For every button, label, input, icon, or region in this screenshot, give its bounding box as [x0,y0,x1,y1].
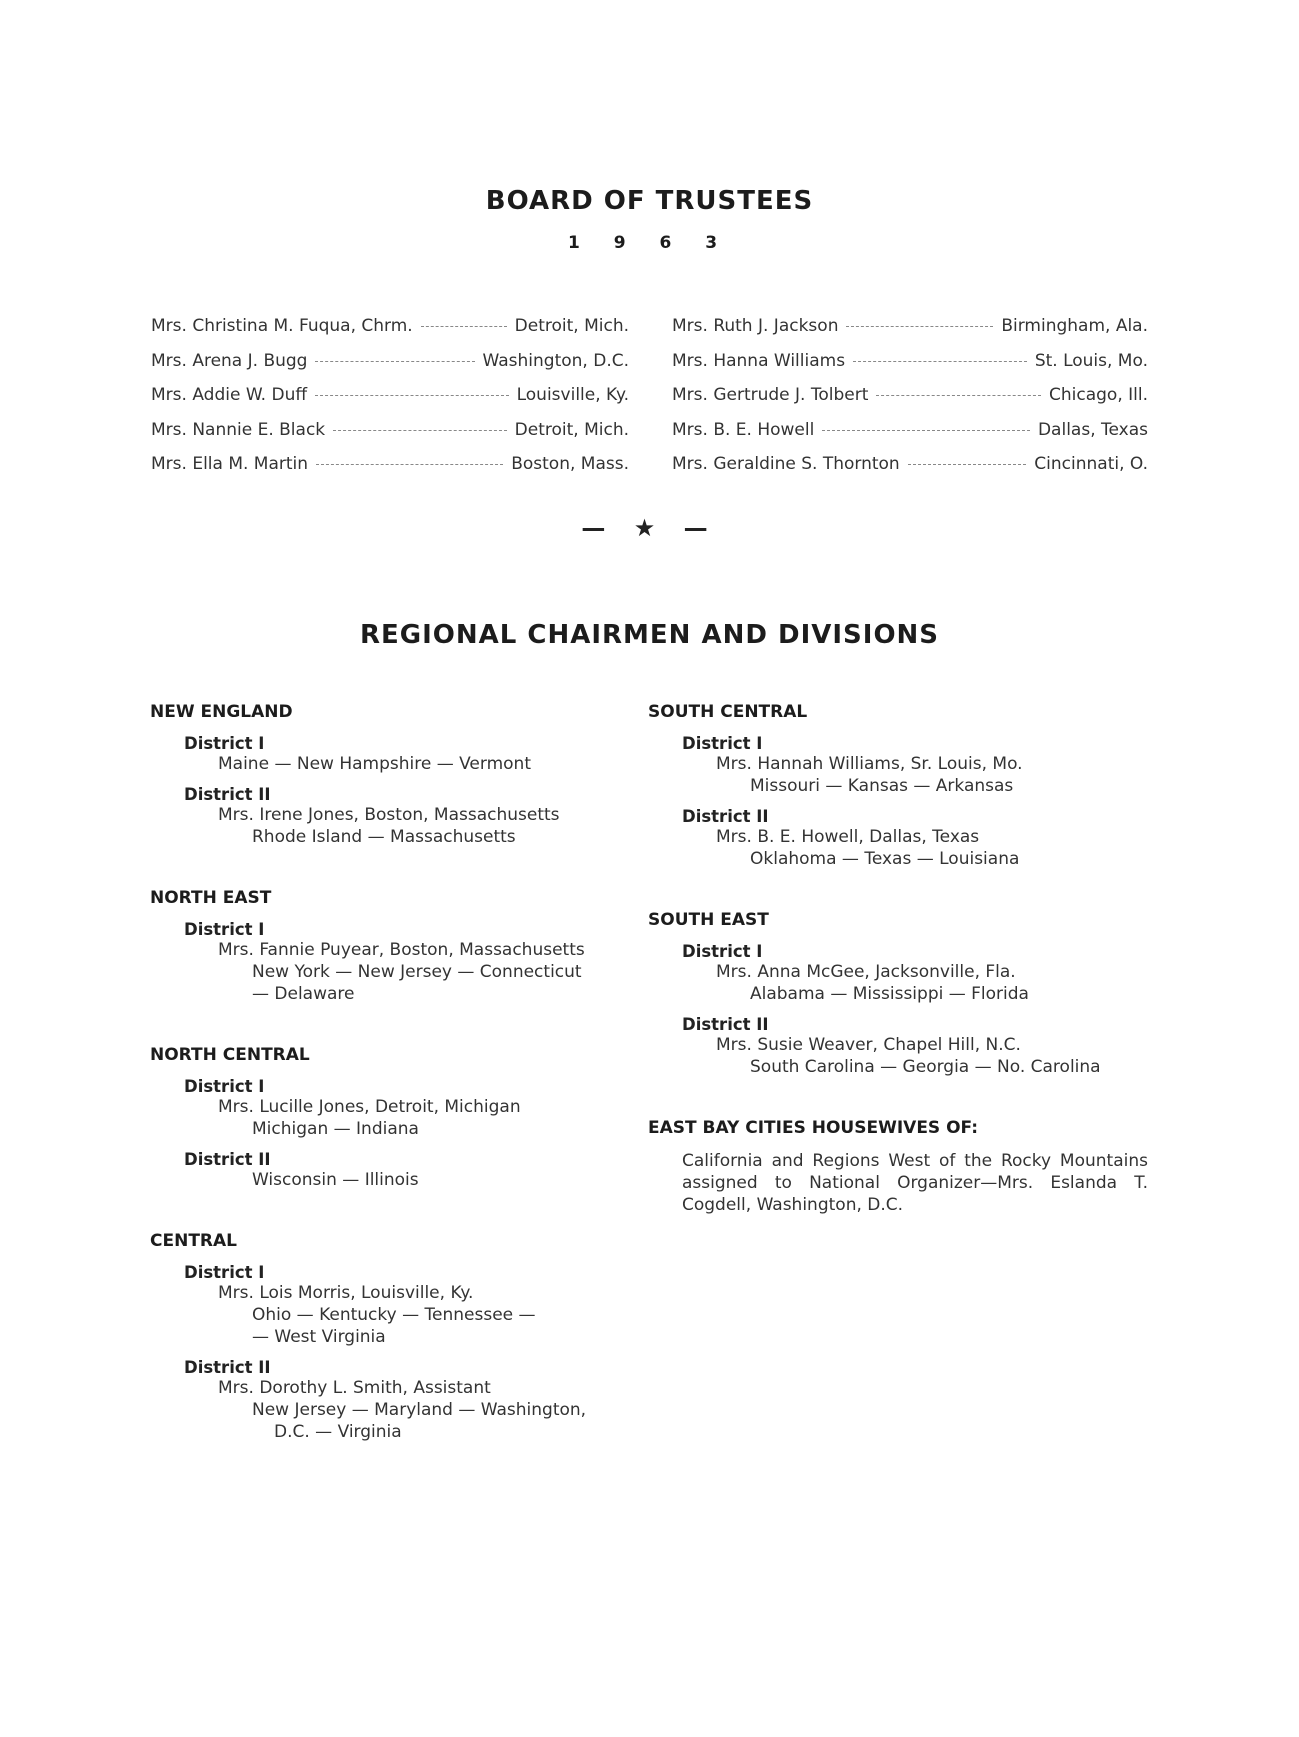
district-block [682,1015,1148,1078]
district-label: District II [184,785,271,804]
trustees-right-column [672,316,1148,489]
trustee-row [151,454,629,489]
district-chairman: Mrs. Lucille Jones, Detroit, Michigan [218,1097,521,1117]
district-block [184,734,660,775]
trustee-name: Mrs. Hanna Williams [672,350,846,371]
district-label: District II [184,1358,271,1377]
trustee-row [151,420,629,455]
trustee-row [151,351,629,386]
region-name: EAST BAY CITIES HOUSEWIVES OF: [648,1118,979,1138]
dotted-leader [421,326,507,327]
region-description: California and Regions West of the Rocky Mountains assigned to National Organizer—Mrs. Eslanda T. Cogdell, Washington, D.C. [682,1151,1148,1215]
trustee-row [672,316,1148,351]
district-label: District I [184,734,265,753]
district-chairman: Mrs. Susie Weaver, Chapel Hill, N.C. [716,1035,1021,1055]
trustee-city: Detroit, Mich. [514,419,629,440]
regions-left-column [150,702,660,1483]
district-label: District II [682,807,769,826]
district-states: — Delaware [252,984,355,1004]
district-states: New York — New Jersey — Connecticut [252,962,582,982]
region-block [150,1231,660,1443]
trustees-left-column [151,316,629,489]
district-block [184,1358,660,1443]
region-name: NEW ENGLAND [150,702,293,722]
trustee-name: Mrs. B. E. Howell [672,419,815,440]
regional-title: REGIONAL CHAIRMEN AND DIVISIONS [359,620,940,650]
district-chairman: Mrs. Dorothy L. Smith, Assistant [218,1378,491,1398]
district-states: — West Virginia [252,1327,386,1347]
dotted-leader [333,430,507,431]
district-chairman: Mrs. Hannah Williams, Sr. Louis, Mo. [716,754,1023,774]
district-states: Ohio — Kentucky — Tennessee — [252,1305,536,1325]
district-states: Oklahoma — Texas — Louisiana [750,849,1020,869]
trustee-row [672,454,1148,489]
district-block [184,920,660,1005]
trustee-city: Dallas, Texas [1037,419,1148,440]
trustee-name: Mrs. Christina M. Fuqua, Chrm. [151,316,413,336]
region-block [648,910,1148,1078]
district-label: District I [682,734,763,753]
trustee-name: Mrs. Gertrude J. Tolbert [672,385,869,405]
district-block [184,1077,660,1140]
regions-right-list [648,702,1148,1078]
trustee-city: Louisville, Ky. [516,385,629,405]
district-states: Alabama — Mississippi — Florida [750,984,1029,1004]
district-label: District II [682,1015,769,1034]
region-east-bay [648,1118,1148,1216]
district-states: Maine — New Hampshire — Vermont [218,754,531,774]
trustee-city: St. Louis, Mo. [1034,350,1148,371]
trustee-name: Mrs. Nannie E. Black [151,419,326,440]
district-states: Missouri — Kansas — Arkansas [750,776,1014,796]
district-label: District I [184,1263,265,1282]
region-name: CENTRAL [150,1231,237,1251]
region-name: NORTH CENTRAL [150,1045,310,1065]
district-states: Michigan — Indiana [252,1119,419,1139]
trustee-row [672,420,1148,455]
trustee-row [151,316,629,351]
district-states: Rhode Island — Massachusetts [252,827,516,847]
region-name: NORTH EAST [150,888,272,908]
district-block [682,807,1148,870]
district-chairman: Mrs. B. E. Howell, Dallas, Texas [716,827,980,847]
trustee-city: Detroit, Mich. [514,316,629,336]
trustee-city: Birmingham, Ala. [1001,316,1148,336]
district-block [184,785,660,848]
trustee-name: Mrs. Ella M. Martin [151,454,309,474]
district-chairman: Mrs. Fannie Puyear, Boston, Massachusetts [218,940,585,960]
trustee-name: Mrs. Ruth J. Jackson [672,316,839,336]
region-name: SOUTH EAST [648,910,769,930]
district-states: D.C. — Virginia [274,1422,402,1442]
district-label: District II [184,1150,271,1169]
dotted-leader [853,361,1027,362]
region-name: SOUTH CENTRAL [648,702,808,722]
district-label: District I [682,942,763,961]
trustee-city: Cincinnati, O. [1034,454,1148,474]
trustee-row [151,385,629,420]
dotted-leader [908,464,1027,465]
trustee-name: Mrs. Arena J. Bugg [151,350,308,371]
board-title: BOARD OF TRUSTEES [485,186,814,216]
trustee-city: Boston, Mass. [511,454,629,474]
district-block [184,1150,660,1191]
district-chairman: Mrs. Irene Jones, Boston, Massachusetts [218,805,560,825]
regions-right-column [648,702,1148,1256]
trustee-row [672,351,1148,386]
region-block [150,702,660,848]
district-block [682,942,1148,1005]
region-block [648,702,1148,870]
region-block [150,888,660,1005]
district-block [682,734,1148,797]
dotted-leader [315,395,509,396]
board-year: 1 9 6 3 [567,233,732,253]
trustee-city: Washington, D.C. [482,350,629,371]
district-states: Wisconsin — Illinois [252,1170,419,1190]
district-chairman: Mrs. Anna McGee, Jacksonville, Fla. [716,962,1016,982]
dotted-leader [876,395,1041,396]
district-label: District I [184,920,265,939]
region-block [150,1045,660,1191]
district-states: South Carolina — Georgia — No. Carolina [750,1057,1101,1077]
dotted-leader [316,464,503,465]
trustee-city: Chicago, Ill. [1049,385,1148,405]
star-divider: — ★ — [581,514,718,542]
district-chairman: Mrs. Lois Morris, Louisville, Ky. [218,1283,474,1303]
trustee-name: Mrs. Addie W. Duff [151,385,308,405]
dotted-leader [846,326,993,327]
district-label: District I [184,1077,265,1096]
dotted-leader [315,361,474,362]
district-block [184,1263,660,1348]
trustee-row [672,385,1148,420]
district-states: New Jersey — Maryland — Washington, [252,1400,587,1420]
trustee-name: Mrs. Geraldine S. Thornton [672,454,900,474]
dotted-leader [822,430,1030,431]
